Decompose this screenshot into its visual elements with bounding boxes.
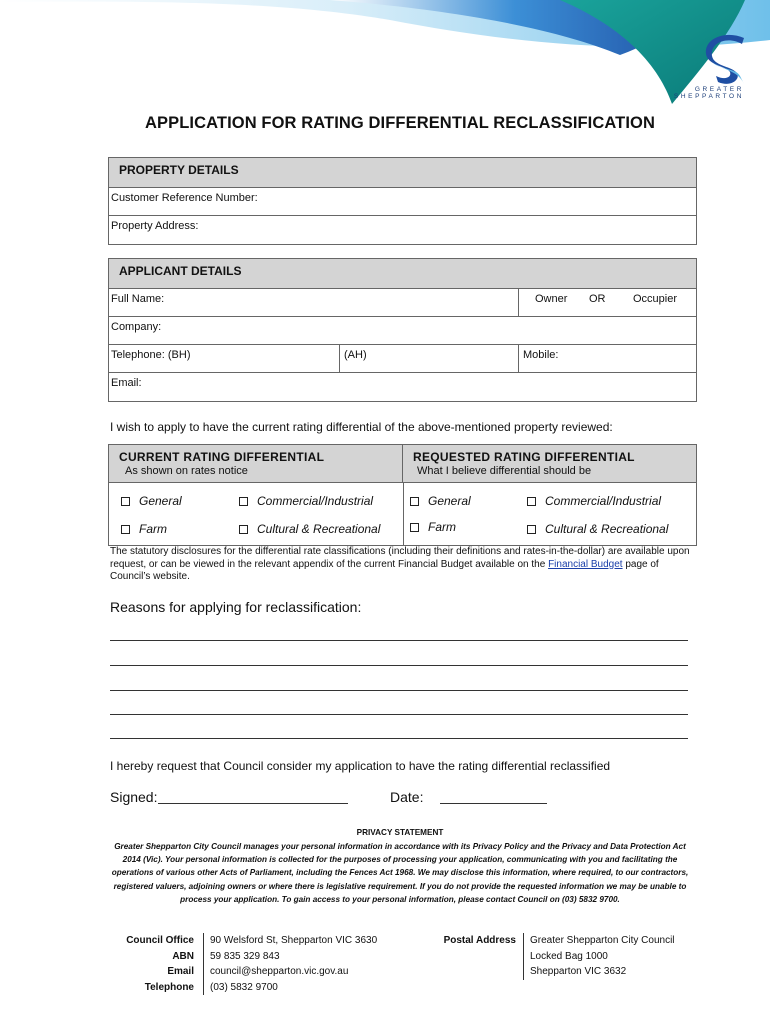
telephone-bh-label: Telephone: (BH)	[111, 349, 191, 361]
date-label: Date:	[390, 789, 424, 805]
requested-rating-subheading: What I believe differential should be	[417, 465, 592, 477]
option-label: Cultural & Recreational	[545, 522, 669, 536]
logo-wordmark	[674, 86, 744, 100]
company-field[interactable]	[109, 317, 696, 345]
requested-cultural-checkbox[interactable]	[527, 522, 668, 536]
telephone-ah-label: (AH)	[344, 349, 367, 361]
or-label: OR	[589, 293, 606, 305]
disclosure-text-before: The statutory disclosures for the differential rate classifications (including their definitions and rates-in-the-dollar) are available upon request, or can be viewed in the relevant appendix of the current Financial Budget available on the	[110, 546, 690, 570]
document-title: APPLICATION FOR RATING DIFFERENTIAL RECLASSIFICATION	[145, 114, 655, 132]
postal-line-3: Shepparton VIC 3632	[530, 966, 627, 977]
postal-line-1: Greater Shepparton City Council	[530, 935, 675, 946]
signature-field[interactable]	[158, 803, 348, 804]
customer-ref-field[interactable]	[109, 188, 696, 216]
council-office-value: 90 Welsford St, Shepparton VIC 3630	[210, 935, 378, 946]
email-contact-value: council@shepparton.vic.gov.au	[210, 966, 349, 977]
intro-text: I wish to apply to have the current rating differential of the above-mentioned property reviewed:	[110, 420, 613, 434]
customer-ref-label: Customer Reference Number:	[111, 192, 258, 204]
checkbox-icon[interactable]	[239, 525, 248, 534]
full-name-row	[109, 289, 696, 317]
checkbox-icon[interactable]	[121, 497, 130, 506]
requested-rating-heading: REQUESTED RATING DIFFERENTIAL	[413, 450, 635, 464]
checkbox-icon[interactable]	[527, 497, 536, 506]
checkbox-icon[interactable]	[239, 497, 248, 506]
checkbox-icon[interactable]	[410, 523, 419, 532]
owner-option[interactable]: Owner	[535, 293, 568, 305]
reasons-line-3[interactable]	[110, 690, 688, 691]
request-statement: I hereby request that Council consider my application to have the rating differential reclassified	[110, 759, 611, 773]
privacy-statement-body: Greater Shepparton City Council manages your personal information in accordance with its Privacy Policy and the Privacy and Data Protection Act 2014 (Vic). Your personal information is collected for the purposes of processing your application, communicating with you and facilitating the operations of various other Acts of Parliament, including the Fences Act 1968. We may disclose this information, where required, to our contractors, registered valuers, adjoining owners or where there is legislative requirement. If you do not provide the requested information we may be unable to process your application. To gain access to your personal information, please contact Council on (03) 5832 9700.	[111, 842, 689, 904]
option-label: Commercial/Industrial	[257, 494, 374, 508]
date-field[interactable]	[440, 803, 547, 804]
occupier-option[interactable]: Occupier	[633, 293, 678, 305]
statutory-disclosure	[110, 546, 700, 584]
abn-value: 59 835 329 843	[210, 950, 280, 962]
mobile-field[interactable]	[518, 345, 697, 372]
current-general-checkbox[interactable]	[121, 494, 182, 508]
requested-general-checkbox[interactable]	[410, 494, 471, 508]
current-commercial-checkbox[interactable]	[239, 494, 373, 508]
current-rating-header	[109, 445, 403, 483]
table-divider	[403, 483, 404, 545]
reasons-line-2[interactable]	[110, 665, 688, 666]
reasons-heading: Reasons for applying for reclassification:	[110, 599, 362, 615]
email-field[interactable]	[109, 373, 696, 401]
telephone-contact-value: (03) 5832 9700	[210, 981, 278, 993]
contact-values	[203, 933, 403, 995]
logo-line-2: SHEPPARTON	[673, 93, 744, 100]
postal-address-label	[422, 933, 516, 949]
requested-farm-checkbox[interactable]	[410, 520, 456, 534]
option-label: Commercial/Industrial	[545, 494, 662, 508]
company-label: Company:	[111, 321, 162, 333]
current-rating-heading: CURRENT RATING DIFFERENTIAL	[119, 450, 325, 464]
disclosure-text-after: page of Council’s website.	[110, 558, 659, 582]
owner-occupier-cell[interactable]	[518, 289, 697, 316]
privacy-statement-title: PRIVACY STATEMENT	[356, 828, 444, 837]
header-swoosh-graphic	[0, 0, 770, 110]
applicant-details-section	[108, 258, 697, 402]
reasons-line-5[interactable]	[110, 738, 688, 739]
telephone-row	[109, 345, 696, 373]
property-address-label: Property Address:	[111, 220, 199, 232]
contact-labels	[96, 933, 194, 995]
option-label: Cultural & Recreational	[257, 522, 381, 536]
telephone-ah-field[interactable]	[339, 345, 519, 372]
checkbox-icon[interactable]	[527, 525, 536, 534]
council-office-label: Council Office	[126, 935, 194, 946]
checkbox-icon[interactable]	[121, 525, 130, 534]
property-details-heading: PROPERTY DETAILS	[109, 158, 696, 188]
option-label: General	[428, 494, 471, 508]
option-label: Farm	[428, 520, 456, 534]
property-details-section	[108, 157, 697, 245]
current-rating-subheading: As shown on rates notice	[125, 465, 248, 477]
full-name-label: Full Name:	[111, 293, 165, 305]
reasons-line-1[interactable]	[110, 640, 688, 641]
telephone-contact-label: Telephone	[144, 981, 194, 993]
property-address-field[interactable]	[109, 216, 696, 244]
financial-budget-link[interactable]: Financial Budget	[548, 558, 623, 570]
logo-line-1: GREATER	[694, 86, 744, 93]
checkbox-icon[interactable]	[410, 497, 419, 506]
signed-label: Signed:	[110, 789, 158, 805]
email-contact-label: Email	[167, 966, 194, 977]
requested-rating-header	[403, 445, 696, 483]
current-farm-checkbox[interactable]	[121, 522, 167, 536]
postal-address-values	[523, 933, 703, 980]
rating-differential-table	[108, 444, 697, 546]
current-cultural-checkbox[interactable]	[239, 522, 380, 536]
postal-line-2: Locked Bag 1000	[530, 950, 608, 962]
postal-address-label-text: Postal Address	[443, 935, 516, 946]
email-label: Email:	[111, 377, 142, 389]
applicant-details-heading: APPLICANT DETAILS	[109, 259, 696, 289]
option-label: General	[139, 494, 182, 508]
reasons-line-4[interactable]	[110, 714, 688, 715]
abn-label: ABN	[172, 950, 194, 962]
option-label: Farm	[139, 522, 167, 536]
requested-commercial-checkbox[interactable]	[527, 494, 661, 508]
mobile-label: Mobile:	[523, 349, 559, 361]
